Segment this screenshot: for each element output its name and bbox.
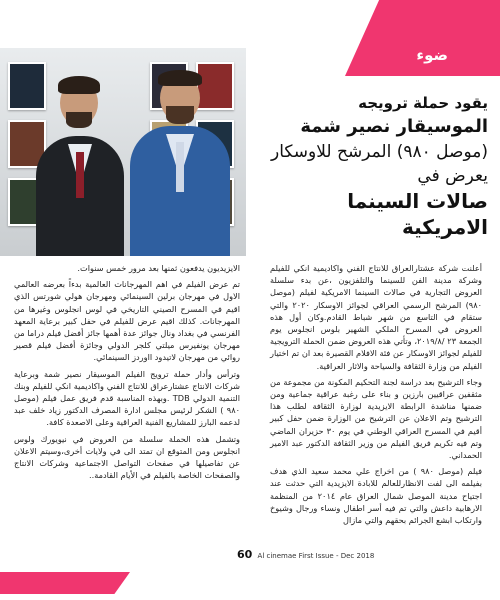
paragraph: أعلنت شركة عشتارالعراق للانتاج الفني واكاديمية انكي للفيلم وشركة مدينة الفن للسينما والتلفزيون ،عن بدء سلسلة العروض التجارية في صالات السينما الامريكية لفيلم (موصل ٩٨٠) المرشح الرسمي العراقي لجوائز الاوسكار ٢٠٢٠ والتي ستقام في التاسع من شهر شباط القادم.وكان أول هذه العروض في المسرح الملكي الشهير بلوس انجلوس يوم الجمعة ٢٣ /٢٠١٩/٨، وتأتي هذه العروض ضمن الحملة الترويجية للفيلم لجوائز الاوسكار عن فئة الافلام القصيرة بعد ان تم اختيار الفيلم من وزارة الثقافة والسياحة والاثار العراقية. — [270, 263, 482, 371]
article-photo — [0, 48, 246, 256]
article-column-right — [270, 262, 482, 530]
section-banner — [345, 0, 500, 76]
headline-line-4: صالات السينما الامريكية — [347, 189, 488, 239]
paragraph: الايزيديون يدفعون ثمنها بعد مرور خمس سنوات. — [77, 263, 240, 273]
headline-line-3: (موصل ٩٨٠) المرشح للاوسكار يعرض في — [271, 142, 488, 186]
footer-accent-bar — [0, 572, 130, 594]
headline-line-2: الموسيقار نصير شمة — [300, 116, 488, 137]
page-footer — [237, 548, 374, 561]
paragraph: وترأس وأدار حملة ترويج الفيلم الموسيقار نصير شمة وبرعاية شركات الانتاج عشتارعراق للانتاج الفني واكاديمية انكي للفيلم وبنك التنمية الدولي TDB .وبهذه المناسبة قدم فريق عمل فيلم (موصل ٩٨٠ ) الشكر لرئيس مجلس ادارة المصرف الدكتور زياد خلف عبد لدعمه البارز للمشاريع الفنية العراقية وعلى الاصعدة كافة. — [14, 368, 241, 428]
article-headline — [268, 92, 488, 240]
paragraph: تم عرض الفيلم في اهم المهرجانات العالمية بدءاً بعرضه العالمي الاول في مهرجان برلين السينمائي ومهرجان هولي شورتس الذي اقيم في المسرح الصيني التاريخي في لوس انجلوس وغيرها من المهرجانات. كذلك اقيم عرض للفيلم في حفل كبير برعاية المعهد الفرنسي في بغداد ونال جوائز عدة أهمها جائز أفضل فيلم دراما من مهرجان يونفيرس ميلتي كلجر الدولي وجائزة أفضل فيلم قصير روائي من مهرجان لاتيدود ااوردز السينمائي. — [14, 279, 240, 363]
headline-line-1: يقود حملة ترويجه — [358, 94, 488, 112]
page-number: 60 — [237, 548, 253, 561]
paragraph: فيلم (موصل ٩٨٠ ) من اخراج علي محمد سعيد الذي هدف بفيلمه الى لفت الانظارللعالم للابادة الايزيدية التي حدثت عند اجتياح مدينة الموصل شمال العراق عام ٢٠١٤ من المنظمة الارهابية داعش والتي تم فيه أسر اطفال ونساء ورجال وشيوخ وارتكاب ابشع الجرائم بحقهم والتي مازال — [270, 466, 483, 526]
paragraph: وجاء الترشيح بعد دراسة لجنة التحكيم المكونة من مجموعة من مثقفين عراقيين بارزين و بناء على رغبة عراقية جماعية ومن ضمنها مناشدة الرابطة الايزيدية لوزارة الثقافة لطلب هذا الترشيح وتم الاعلان عن الترشيح من الوزارة ضمن حفل كبير أقيم في المسرح العراقي الوطني في يوم ٣٠ حزيران الماضي وتم فيه تكريم فريق الفيلم من وزير الثقافة الدكتور عبد الامير الحمداني. — [270, 376, 482, 461]
paragraph: وتشمل هذه الحملة سلسلة من العروض في نيويورك ولوس انجلوس ومن المتوقع ان تمتد الى في ولايات أخرى،وسيتم الاعلان عن تفاصيلها في صفحات التواصل الاجتماعية وشركات الانتاج والصفحات الخاصة بالفيلم في الأيام القادمة.. — [14, 433, 240, 481]
issue-info: Al cinemae First Issue - Dec 2018 — [257, 552, 375, 560]
article-column-left — [14, 262, 240, 485]
section-label: ضوء — [416, 46, 448, 64]
